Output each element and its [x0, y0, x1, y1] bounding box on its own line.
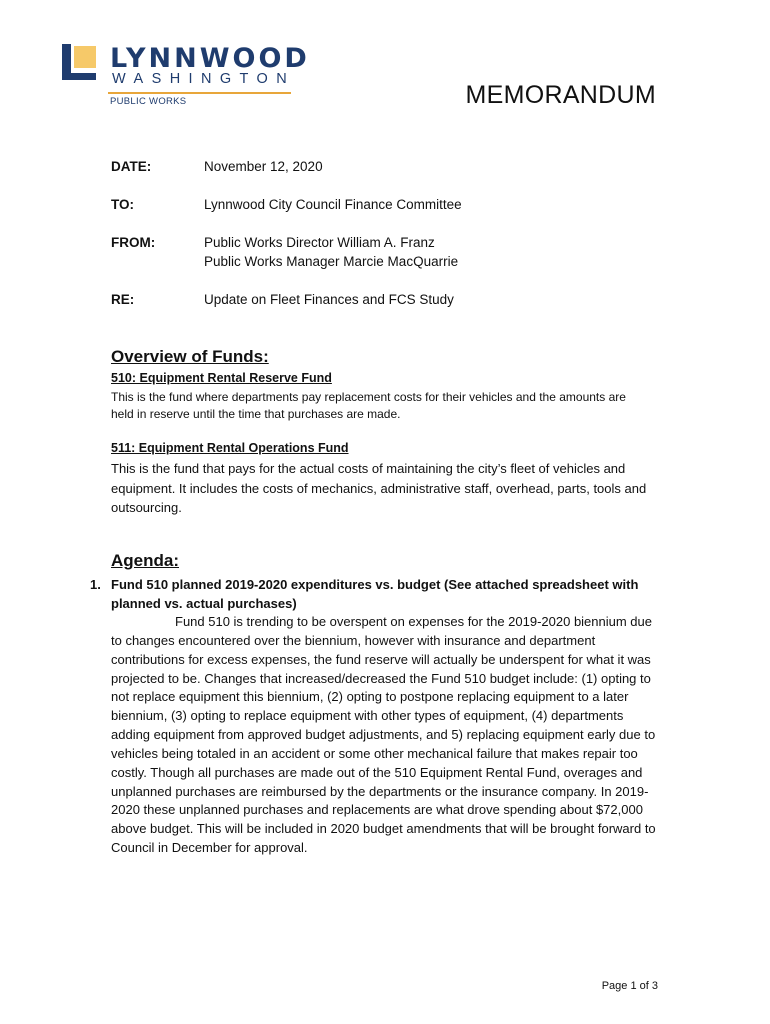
from-line-2: Public Works Manager Marcie MacQuarrie	[204, 254, 459, 269]
to-value: Lynnwood City Council Finance Committee	[204, 197, 462, 212]
date-label: DATE:	[111, 159, 152, 174]
fund-510-title: 510: Equipment Rental Reserve Fund	[111, 371, 332, 385]
date-value: November 12, 2020	[204, 159, 323, 174]
agenda-item-title: Fund 510 planned 2019-2020 expenditures vs. budget (See attached spreadsheet with planned vs. actual purchases)	[111, 577, 639, 611]
fund-511-description: This is the fund that pays for the actual costs of maintaining the city’s fleet of vehicles and equipment. It includes the costs of mechanics, administrative staff, overhead, parts, tools and outsourcing.	[111, 461, 647, 515]
re-label: RE:	[111, 292, 135, 307]
logo-department: PUBLIC WORKS	[110, 96, 187, 107]
fund-511-title: 511: Equipment Rental Operations Fund	[111, 441, 349, 455]
agenda-item-number: 1.	[90, 577, 101, 592]
from-label: FROM:	[111, 235, 156, 250]
from-line-1: Public Works Director William A. Franz	[204, 235, 435, 250]
agenda-heading: Agenda:	[111, 551, 179, 570]
logo-divider	[108, 92, 291, 94]
lynnwood-logo	[62, 43, 310, 110]
lynnwood-l-mark-icon	[62, 44, 102, 84]
agenda-item-body: Fund 510 is trending to be overspent on expenses for the 2019-2020 biennium due to changes encountered over the biennium, however with insurance and department contributions for excess expenses, the fund reserve will actually be underspent for what it was projected to be. Changes that increased/decreased the Fund 510 budget include: (1) opting to not replace equipment this biennium, (2) opting to postpone replacing equipment to a later biennium, (3) opting to replace equipment with other types of equipment, (4) departments adding equipment from approved budget adjustments, and 5) replacing equipment early due to vehicles being totaled in an accident or some other mechanical failure that makes repair too costly. Though all purchases are made out of the 510 Equipment Rental Fund, overages and unplanned purchases are reimbursed by the departments or the insurance company. In 2019-2020 these unplanned purchases and replacements are what drove spending about $72,000 above budget. This will be included in 2020 budget amendments that will be brought forward to Council in December for approval.	[111, 614, 656, 856]
logo-state-name: WASHINGTON	[112, 71, 296, 87]
page-number: Page 1 of 3	[601, 980, 658, 992]
to-label: TO:	[111, 197, 134, 212]
re-value: Update on Fleet Finances and FCS Study	[204, 292, 454, 307]
logo-city-name: LYNNWOOD	[110, 43, 310, 74]
overview-heading: Overview of Funds:	[111, 347, 269, 366]
fund-510-description: This is the fund where departments pay replacement costs for their vehicles and the amounts are held in reserve until the time that purchases are made.	[111, 390, 626, 421]
memo-title: MEMORANDUM	[465, 81, 656, 109]
